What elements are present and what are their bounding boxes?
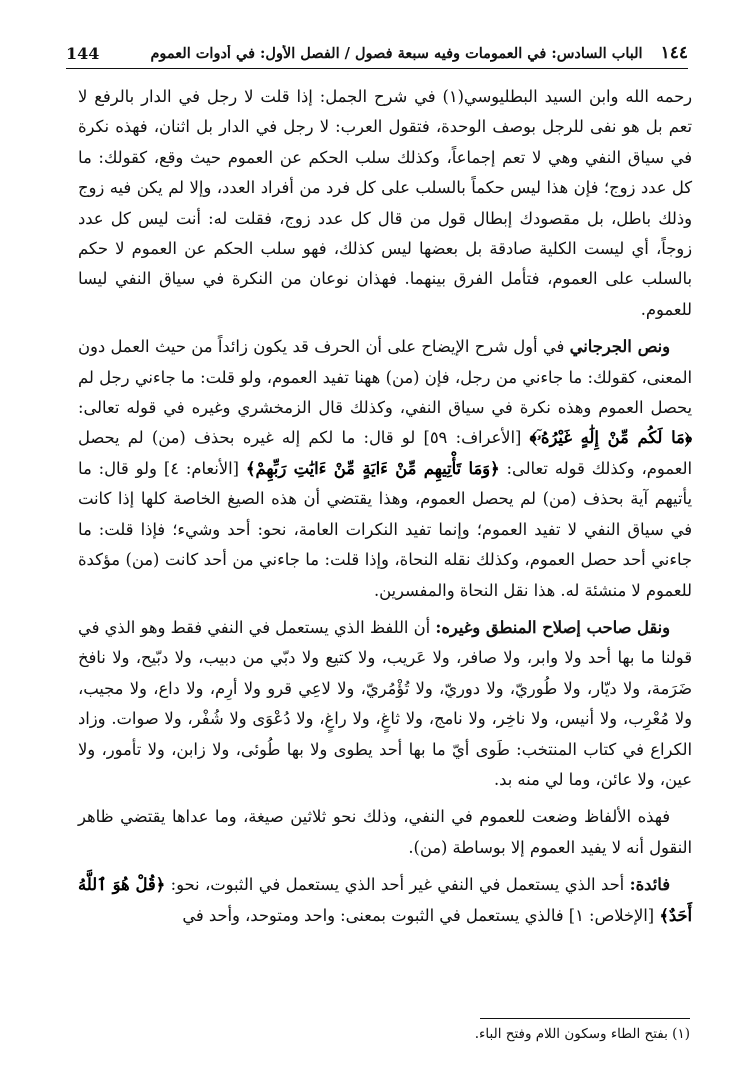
paragraph-text: فهذه الألفاظ وضعت للعموم في النفي، وذلك نحو ثلاثين صيغة، وما عداها يقتضي ظاهر النقول أنه لا يفيد العموم إلا بوساطة (من). — [78, 807, 692, 857]
paragraph-text: [الأنعام: ٤] ولو قال: ما يأتيهم آية بحذف (من) لم يحصل العموم، وهذا يقتضي أن هذه الصيغ الخاصة كلها إذا كانت في سياق النفي لا تفيد العموم؛ وإنما تفيد النكرات العامة، نحو: أحد وشيء؛ فإذا قلت: ما جاءني أحد حصل العموم، وكذلك نقله النحاة، وإذا قلت: ما جاءني من أحد كانت (من) مؤكدة للعموم لا منشئة له. هذا نقل النحاة والمفسرين. — [78, 458, 692, 600]
paragraph-text: في أول شرح الإيضاح على أن الحرف قد يكون زائداً من حيث العمل دون المعنى، كقولك: ما جاءني من رجل، فإن (من) ههنا تفيد العموم، ولو قلت: ما جاءني رجل لم يحصل العموم وهذه نكرة في سياق النفي، وكذلك قال الزمخشري وغيره في قوله تعالى: — [78, 337, 692, 418]
paragraph-lead: ونقل صاحب إصلاح المنطق وغيره: — [435, 617, 670, 637]
paragraph-lead: ونص الجرجاني — [569, 337, 670, 357]
quran-verse: ﴿وَمَا تَأْتِيهِم مِّنْ ءَايَةٍ مِّنْ ءَايَٰتِ رَبِّهِمْ﴾ — [245, 458, 500, 478]
page-number: 144 — [66, 43, 100, 63]
footnote-rule — [480, 1018, 690, 1019]
paragraph-text: رحمه الله وابن السيد البطليوسي(١) في شرح الجمل: إذا قلت لا رجل في الدار بالرفع لا تعم بل هو نفى للرجل بوصف الوحدة، فتقول العرب: لا رجل في الدار بل اثنان، فهذه نكرة في سياق النفي وهي لا تعم إجماعاً، وكذلك سلب الحكم عن العموم حيث وقع، كقولك: ما كل عدد زوج؛ فإن هذا ليس حكماً بالسلب على كل فرد من أفراد العدد، وإلا لم يكن فيه زوج وذلك باطل، بل مقصودك إبطال قول من قال كل عدد زوج، فقلت له: أنت ليس كل عدد زوجاً، أي ليست الكلية صادقة بل بعضها ليس كذلك، فهو سلب الحكم عن العموم لا حكم بالسلب على العموم، فتأمل الفرق بينهما. فهذان نوعان من النكرة في سياق النفي ليسا للعموم. — [78, 87, 692, 319]
quran-verse: ﴿قُلْ هُوَ ٱللَّهُ أَحَدٌ﴾ — [78, 875, 692, 925]
footnote: (١) بفتح الطاء وسكون اللام وفتح الباء. — [474, 1026, 690, 1042]
quran-verse: ﴿مَا لَكُم مِّنْ إِلَٰهٍ غَيْرُهُۥٓ﴾ — [529, 428, 692, 448]
main-text — [78, 82, 692, 938]
paragraph-1 — [78, 82, 692, 325]
paragraph-text: أحد الذي يستعمل في النفي غير أحد الذي يستعمل في الثبوت، نحو: — [165, 875, 630, 895]
paragraph-5 — [78, 870, 692, 931]
paragraph-text: [الأعراف: ٥٩] لو قال: ما لكم إله غيره بحذف (من) لم يحصل العموم، وكذلك قوله تعالى: — [78, 428, 692, 478]
header-title: الباب السادس: في العمومات وفيه سبعة فصول / الفصل الأول: في أدوات العموم — [150, 44, 643, 62]
paragraph-lead: فائدة: — [629, 875, 670, 895]
header-rule — [66, 68, 688, 69]
paragraph-3 — [78, 613, 692, 795]
paragraph-text: أن اللفظ الذي يستعمل في النفي فقط وهو الذي في قولنا ما بها أحد ولا وابر، ولا صافر، ولا عَريب، ولا كتيع ولا دبّي من دبيب، ولا دبّيح، ولا نافخ ضَرَمة، ولا ديّار، ولا طُوريّ، ولا دوريّ، ولا تُؤْمُريّ، ولا لاعِي قرو ولا أرِم، ولا داع، ولا مجيب، ولا مُعْرِب، ولا أنيس، ولا ناخِر، ولا نامج، ولا ثاغٍ، ولا راغٍ، ولا دُعْوَى ولا شُفْر، ولا صوات. وزاد الكراع في كتاب المنتخب: طَوى أيّ ما بها أحد يطوى ولا بها طُوئى، ولا زابن، ولا تأمور، ولا عين، ولا عائن، وما لي منه بد. — [78, 617, 692, 789]
paragraph-2 — [78, 332, 692, 606]
paragraph-text: [الإخلاص: ١] فالذي يستعمل في الثبوت بمعنى: واحد ومتوحد، وأحد في — [182, 905, 660, 925]
page-number-arabic: ١٤٤ — [660, 43, 688, 63]
running-header — [66, 40, 688, 66]
paragraph-4 — [78, 802, 692, 863]
